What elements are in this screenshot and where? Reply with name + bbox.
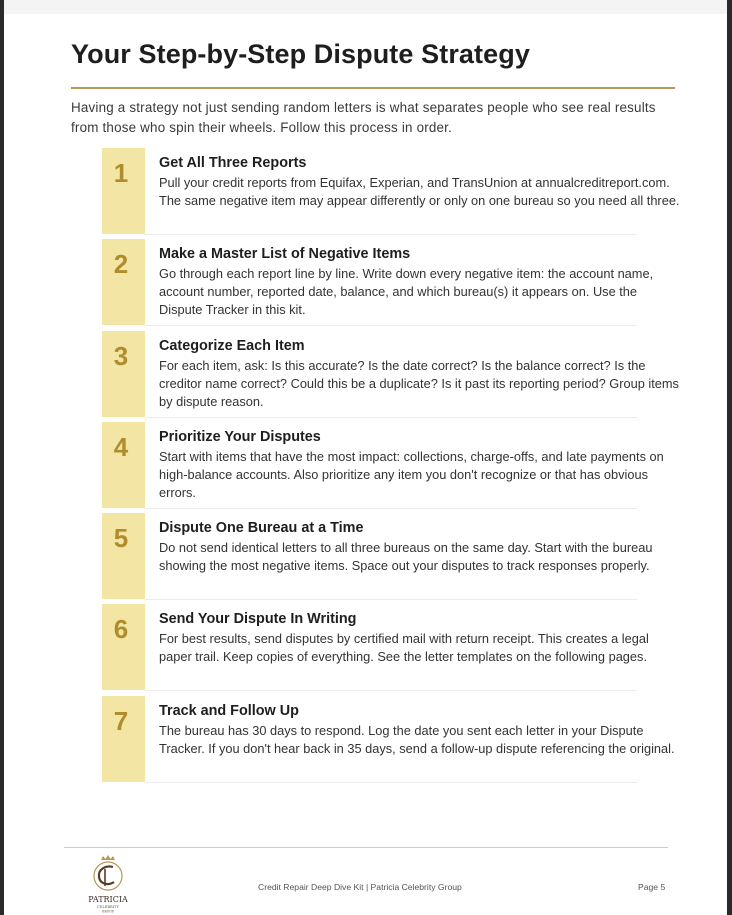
step-title: Dispute One Bureau at a Time — [159, 520, 364, 537]
step-title: Track and Follow Up — [159, 702, 299, 719]
logo-subtext: CELEBRITY — [97, 905, 119, 909]
step-divider — [145, 325, 637, 326]
crown-icon — [101, 855, 115, 860]
step-body: Go through each report line by line. Write down every negative item: the account name, account number, reported date, balance, and which bureau(s) it appears on. Use the Dispute Tracker in this kit. — [159, 266, 654, 318]
step-divider — [145, 599, 637, 600]
step-divider — [145, 234, 637, 235]
title-divider — [71, 87, 675, 89]
step-title: Make a Master List of Negative Items — [159, 246, 411, 263]
patricia-logo — [80, 855, 136, 913]
step-number-box — [102, 422, 145, 508]
page-title: Your Step-by-Step Dispute Strategy — [71, 39, 530, 69]
step-number: 1 — [113, 158, 129, 188]
steps-list — [102, 148, 680, 787]
step-body: For best results, send disputes by certified mail with return receipt. This creates a legal paper trail. Keep copies of everything. See the letter templates on the following pages. — [159, 631, 649, 665]
step-number-box — [102, 148, 145, 234]
step-6 — [102, 604, 649, 695]
step-number-box — [102, 513, 145, 599]
step-divider — [145, 690, 637, 691]
step-title: Send Your Dispute In Writing — [159, 611, 357, 628]
step-1 — [102, 148, 680, 239]
logo-subtext-2: GROUP — [101, 909, 115, 913]
step-number: 7 — [113, 705, 129, 736]
document-page — [4, 0, 727, 915]
footer-divider — [64, 847, 668, 848]
step-number: 5 — [113, 523, 129, 554]
step-number-box — [102, 239, 145, 325]
step-divider — [145, 782, 637, 783]
step-number: 2 — [113, 249, 129, 280]
step-number-box — [102, 696, 145, 782]
step-number: 4 — [113, 431, 129, 462]
step-body: Pull your credit reports from Equifax, Experian, and TransUnion at annualcreditreport.com. The same negative item may appear differently or only on one bureau so you need all three. — [159, 175, 680, 208]
step-4 — [102, 422, 664, 513]
footer-text: Credit Repair Deep Dive Kit | Patricia Celebrity Group — [258, 882, 462, 892]
step-number-box — [102, 604, 145, 690]
step-3 — [102, 331, 679, 422]
logo-monogram — [99, 866, 114, 884]
step-7 — [102, 696, 675, 787]
step-body: The bureau has 30 days to respond. Log the date you sent each letter in your Dispute Tracker. If you don't hear back in 35 days, send a follow-up dispute referencing the original. — [159, 722, 675, 756]
step-title: Categorize Each Item — [159, 337, 305, 354]
step-number-box — [102, 331, 145, 417]
step-title: Get All Three Reports — [159, 155, 307, 171]
page-number: Page 5 — [638, 882, 666, 892]
step-title: Prioritize Your Disputes — [159, 428, 321, 445]
top-strip — [4, 0, 727, 14]
step-2 — [102, 239, 654, 330]
logo-text: PATRICIA — [88, 895, 128, 904]
step-number: 3 — [113, 340, 129, 371]
step-body: Do not send identical letters to all three bureaus on the same day. Start with the bureau showing the most negative items. Space out your disputes to track responses properly. — [159, 540, 653, 574]
step-divider — [145, 508, 637, 509]
step-body: Start with items that have the most impact: collections, charge-offs, and late payments on high-balance accounts. Also prioritize any item you don't recognize or that has obvious errors. — [159, 448, 664, 500]
step-body: For each item, ask: Is this accurate? Is the date correct? Is the balance correct? Is the creditor name correct? Could this be a duplicate? Is it past its reporting period? Group items by dispute reason. — [159, 357, 679, 409]
step-divider — [145, 417, 637, 418]
step-5 — [102, 513, 653, 604]
step-number: 6 — [113, 614, 129, 645]
intro-paragraph: Having a strategy not just sending random letters is what separates people who see real results from those who spin their wheels. Follow this process in order. — [71, 100, 656, 135]
